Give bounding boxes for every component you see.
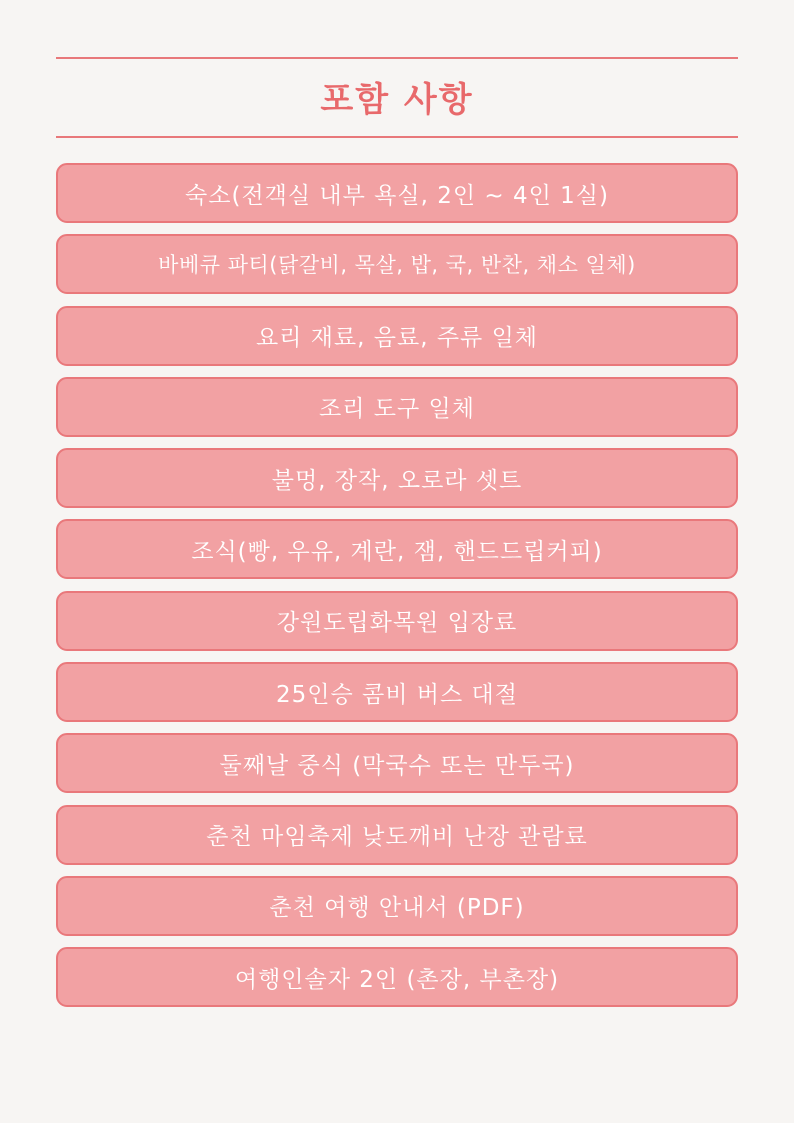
list-item-festival-admission (56, 805, 738, 865)
list-item-label: 춘천 여행 안내서 (PDF) (269, 895, 525, 922)
list-item-label: 춘천 마임축제 낮도깨비 난장 관람료 (206, 824, 588, 851)
list-item-accommodation (56, 163, 738, 223)
list-item-label: 바베큐 파티(닭갈비, 목살, 밥, 국, 반찬, 채소 일체) (158, 253, 636, 278)
list-item-label: 조식(빵, 우유, 계란, 잼, 핸드드립커피) (191, 538, 603, 565)
list-item-tour-leaders (56, 947, 738, 1007)
list-item-label: 25인승 콤비 버스 대절 (276, 681, 518, 708)
list-item-label: 조리 도구 일체 (319, 396, 475, 423)
list-item-arboretum-admission (56, 591, 738, 651)
page-title: 포함 사항 (320, 80, 474, 120)
bottom-divider (56, 136, 738, 138)
list-item-label: 불멍, 장작, 오로라 셋트 (271, 467, 523, 494)
list-item-breakfast (56, 519, 738, 579)
list-item-day2-lunch (56, 733, 738, 793)
list-item-cooking-tools (56, 377, 738, 437)
list-item-bus-charter (56, 662, 738, 722)
top-divider (56, 57, 738, 59)
list-item-campfire-set (56, 448, 738, 508)
list-item-label: 여행인솔자 2인 (촌장, 부촌장) (234, 966, 560, 993)
list-item-label: 요리 재료, 음료, 주류 일체 (255, 325, 539, 352)
list-item-travel-guide (56, 876, 738, 936)
inclusions-list (56, 163, 738, 1019)
list-item-label: 숙소(전객실 내부 욕실, 2인 ~ 4인 1실) (185, 182, 609, 209)
list-item-label: 둘째날 중식 (막국수 또는 만두국) (219, 752, 575, 779)
list-item-bbq-party (56, 234, 738, 294)
list-item-ingredients-drinks (56, 306, 738, 366)
list-item-label: 강원도립화목원 입장료 (276, 610, 518, 637)
